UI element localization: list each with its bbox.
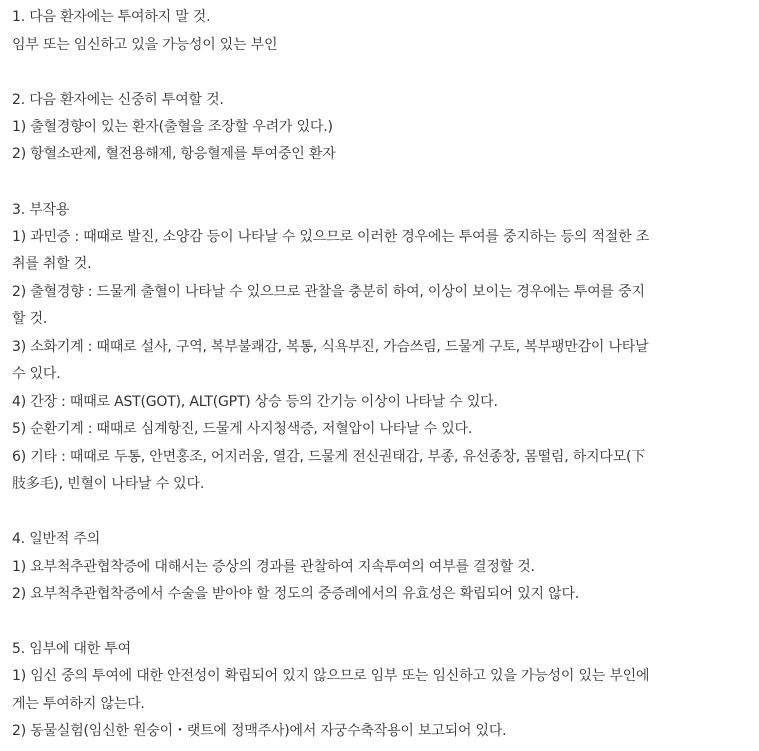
section-3-line-9: 6) 기타 : 때때로 두통, 안면홍조, 어지러움, 열감, 드물게 전신권태감, 부종, 유선종창, 몸떨림, 하지다모(下 bbox=[12, 449, 646, 465]
section-2-heading: 2. 다음 환자에는 신중히 투여할 것. bbox=[12, 92, 224, 108]
section-3-line-5: 3) 소화기계 : 때때로 설사, 구역, 복부불쾌감, 복통, 식욕부진, 가슴쓰림, 드물게 구토, 복부팽만감이 나타날 bbox=[12, 339, 649, 355]
section-3-line-10: 肢多毛), 빈혈이 나타날 수 있다. bbox=[12, 476, 205, 492]
section-4-line-2: 2) 요부척추관협착증에서 수술을 받아야 할 정도의 중증례에서의 유효성은 확립되어 있지 않다. bbox=[12, 586, 580, 602]
section-5-line-2: 게는 투여하지 않는다. bbox=[12, 696, 145, 712]
section-3-line-6: 수 있다. bbox=[12, 366, 61, 382]
section-3-heading: 3. 부작용 bbox=[12, 202, 70, 218]
section-5-line-3: 2) 동물실험(임신한 원숭이・랫트에 정맥주사)에서 자궁수축작용이 보고되어 있다. bbox=[12, 723, 507, 739]
section-3-line-3: 2) 출혈경향 : 드물게 출혈이 나타날 수 있으므로 관찰을 충분히 하여, 이상이 보이는 경우에는 투여를 중지 bbox=[12, 284, 645, 300]
section-3-line-8: 5) 순환기계 : 때때로 심계항진, 드물게 사지청색증, 저혈압이 나타날 수 있다. bbox=[12, 421, 473, 437]
section-5-heading: 5. 임부에 대한 투여 bbox=[12, 641, 131, 657]
section-1-heading: 1. 다음 환자에는 투여하지 말 것. bbox=[12, 9, 211, 25]
section-3-line-7: 4) 간장 : 때때로 AST(GOT), ALT(GPT) 상승 등의 간기능 이상이 나타날 수 있다. bbox=[12, 394, 498, 410]
section-2-line-2: 2) 항혈소판제, 혈전용해제, 항응혈제를 투여중인 환자 bbox=[12, 146, 336, 162]
section-4-line-1: 1) 요부척추관협착증에 대해서는 증상의 경과를 관찰하여 지속투여의 여부를 결정할 것. bbox=[12, 559, 535, 575]
section-4-heading: 4. 일반적 주의 bbox=[12, 531, 101, 547]
section-1-line-1: 임부 또는 임신하고 있을 가능성이 있는 부인 bbox=[12, 37, 278, 53]
section-3-line-1: 1) 과민증 : 때때로 발진, 소양감 등이 나타날 수 있으므로 이러한 경우에는 투여를 중지하는 등의 적절한 조 bbox=[12, 229, 650, 245]
section-3-line-4: 할 것. bbox=[12, 311, 48, 327]
section-2-line-1: 1) 출혈경향이 있는 환자(출혈을 조장할 우려가 있다.) bbox=[12, 119, 333, 135]
section-5-line-1: 1) 임신 중의 투여에 대한 안전성이 확립되어 있지 않으므로 임부 또는 임신하고 있을 가능성이 있는 부인에 bbox=[12, 668, 650, 684]
section-3-line-2: 취를 취할 것. bbox=[12, 256, 92, 272]
